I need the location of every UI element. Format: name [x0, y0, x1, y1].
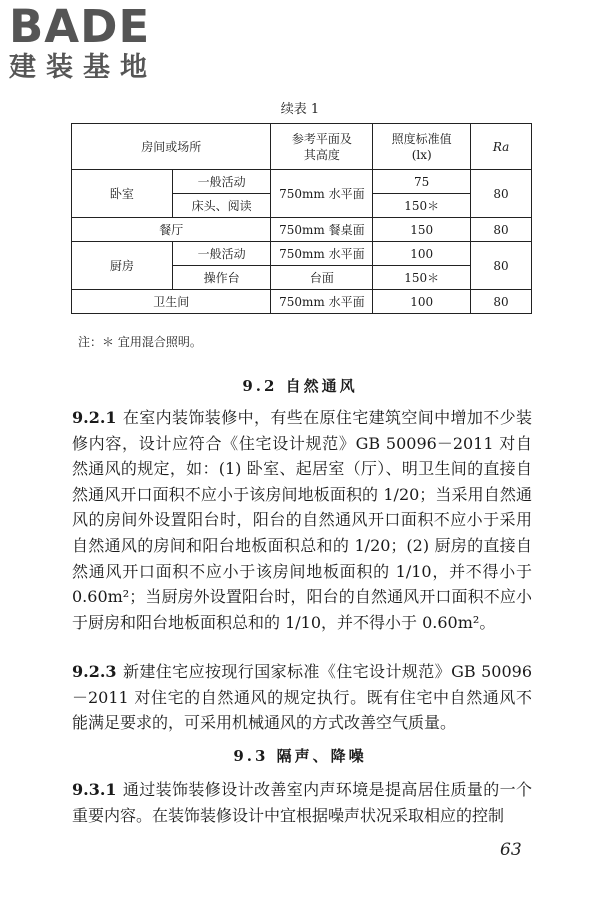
- table-row: [72, 218, 532, 242]
- header-room: 房间或场所: [72, 124, 271, 170]
- clause-number: 9.2.3: [72, 662, 117, 681]
- cell-bedroom-plane: 750mm 水平面: [271, 170, 373, 218]
- clause-text: 新建住宅应按现行国家标准《住宅设计规范》GB 50096－2011 对住宅的自然通风的规定执行。既有住宅中自然通风不能满足要求的，可采用机械通风的方式改善空气质量。: [72, 662, 532, 733]
- cell-bedroom-lux2: 150＊: [373, 194, 471, 218]
- cell-dining-ra: 80: [471, 218, 532, 242]
- cell-dining-lux: 150: [373, 218, 471, 242]
- section-title-9-2: 9.2 自然通风: [242, 377, 358, 395]
- cell-kitchen-ra: 80: [471, 242, 532, 290]
- cell-bath-lux: 100: [373, 290, 471, 314]
- cell-bath: 卫生间: [72, 290, 271, 314]
- section-title-9-3: 9.3 隔声、降噪: [233, 747, 367, 765]
- cell-bath-ra: 80: [471, 290, 532, 314]
- cell-bedroom-ra: 80: [471, 170, 532, 218]
- paragraph-9-2-3: [72, 659, 532, 736]
- logo-text-zh: 建装基地: [9, 52, 157, 83]
- table-row: [72, 170, 532, 194]
- cell-bedroom-general: 一般活动: [172, 170, 271, 194]
- header-plane: 参考平面及其高度: [271, 124, 373, 170]
- table-row: [72, 242, 532, 266]
- clause-number: 9.2.1: [72, 408, 117, 427]
- cell-kitchen-lux1: 100: [373, 242, 471, 266]
- table-header-row: [72, 124, 532, 170]
- cell-bedroom-lux1: 75: [373, 170, 471, 194]
- cell-kitchen-plane2: 台面: [271, 266, 373, 290]
- logo-text-en: BADE: [9, 0, 151, 53]
- cell-kitchen: 厨房: [72, 242, 173, 290]
- header-lux: 照度标准值(lx): [373, 124, 471, 170]
- page-number: 63: [500, 840, 522, 860]
- cell-bedroom: 卧室: [72, 170, 173, 218]
- header-ra: Ra: [471, 124, 532, 170]
- clause-text: 在室内装饰装修中，有些在原住宅建筑空间中增加不少装修内容，设计应符合《住宅设计规范》GB 50096－2011 对自然通风的规定，如：(1) 卧室、起居室（厅）、明卫生间的直接自然通风开口面积不应小于该房间地板面积的 1/20；当采用自然通风的房间外设置阳台时，阳台的自然通风开口面积不应小于采用自然通风的房间和阳台地板面积总和的 1/20；(2) 厨房的直接自然通风开口面积不应小于该房间地板面积的 1/10，并不得小于 0.60m²；当厨房外设置阳台时，阳台的自然通风开口面积不应小于厨房和阳台地板面积总和的 1/10，并不得小于 0.60m²。: [72, 408, 532, 632]
- clause-number: 9.3.1: [72, 780, 117, 799]
- clause-text: 通过装饰装修设计改善室内声环境是提高居住质量的一个重要内容。在装饰装修设计中宜根据噪声状况采取相应的控制: [72, 780, 532, 825]
- cell-bedroom-reading: 床头、阅读: [172, 194, 271, 218]
- illuminance-table: [71, 123, 532, 314]
- table-row: [72, 290, 532, 314]
- cell-dining: 餐厅: [72, 218, 271, 242]
- table-caption: 续表 1: [280, 102, 320, 117]
- paragraph-9-3-1: [72, 777, 532, 828]
- cell-kitchen-general: 一般活动: [172, 242, 271, 266]
- cell-kitchen-plane1: 750mm 水平面: [271, 242, 373, 266]
- logo: [9, 2, 179, 84]
- cell-bath-plane: 750mm 水平面: [271, 290, 373, 314]
- cell-kitchen-counter: 操作台: [172, 266, 271, 290]
- paragraph-9-2-1: [72, 405, 532, 635]
- cell-kitchen-lux2: 150＊: [373, 266, 471, 290]
- cell-dining-plane: 750mm 餐桌面: [271, 218, 373, 242]
- table-note: 注：＊ 宜用混合照明。: [78, 335, 202, 349]
